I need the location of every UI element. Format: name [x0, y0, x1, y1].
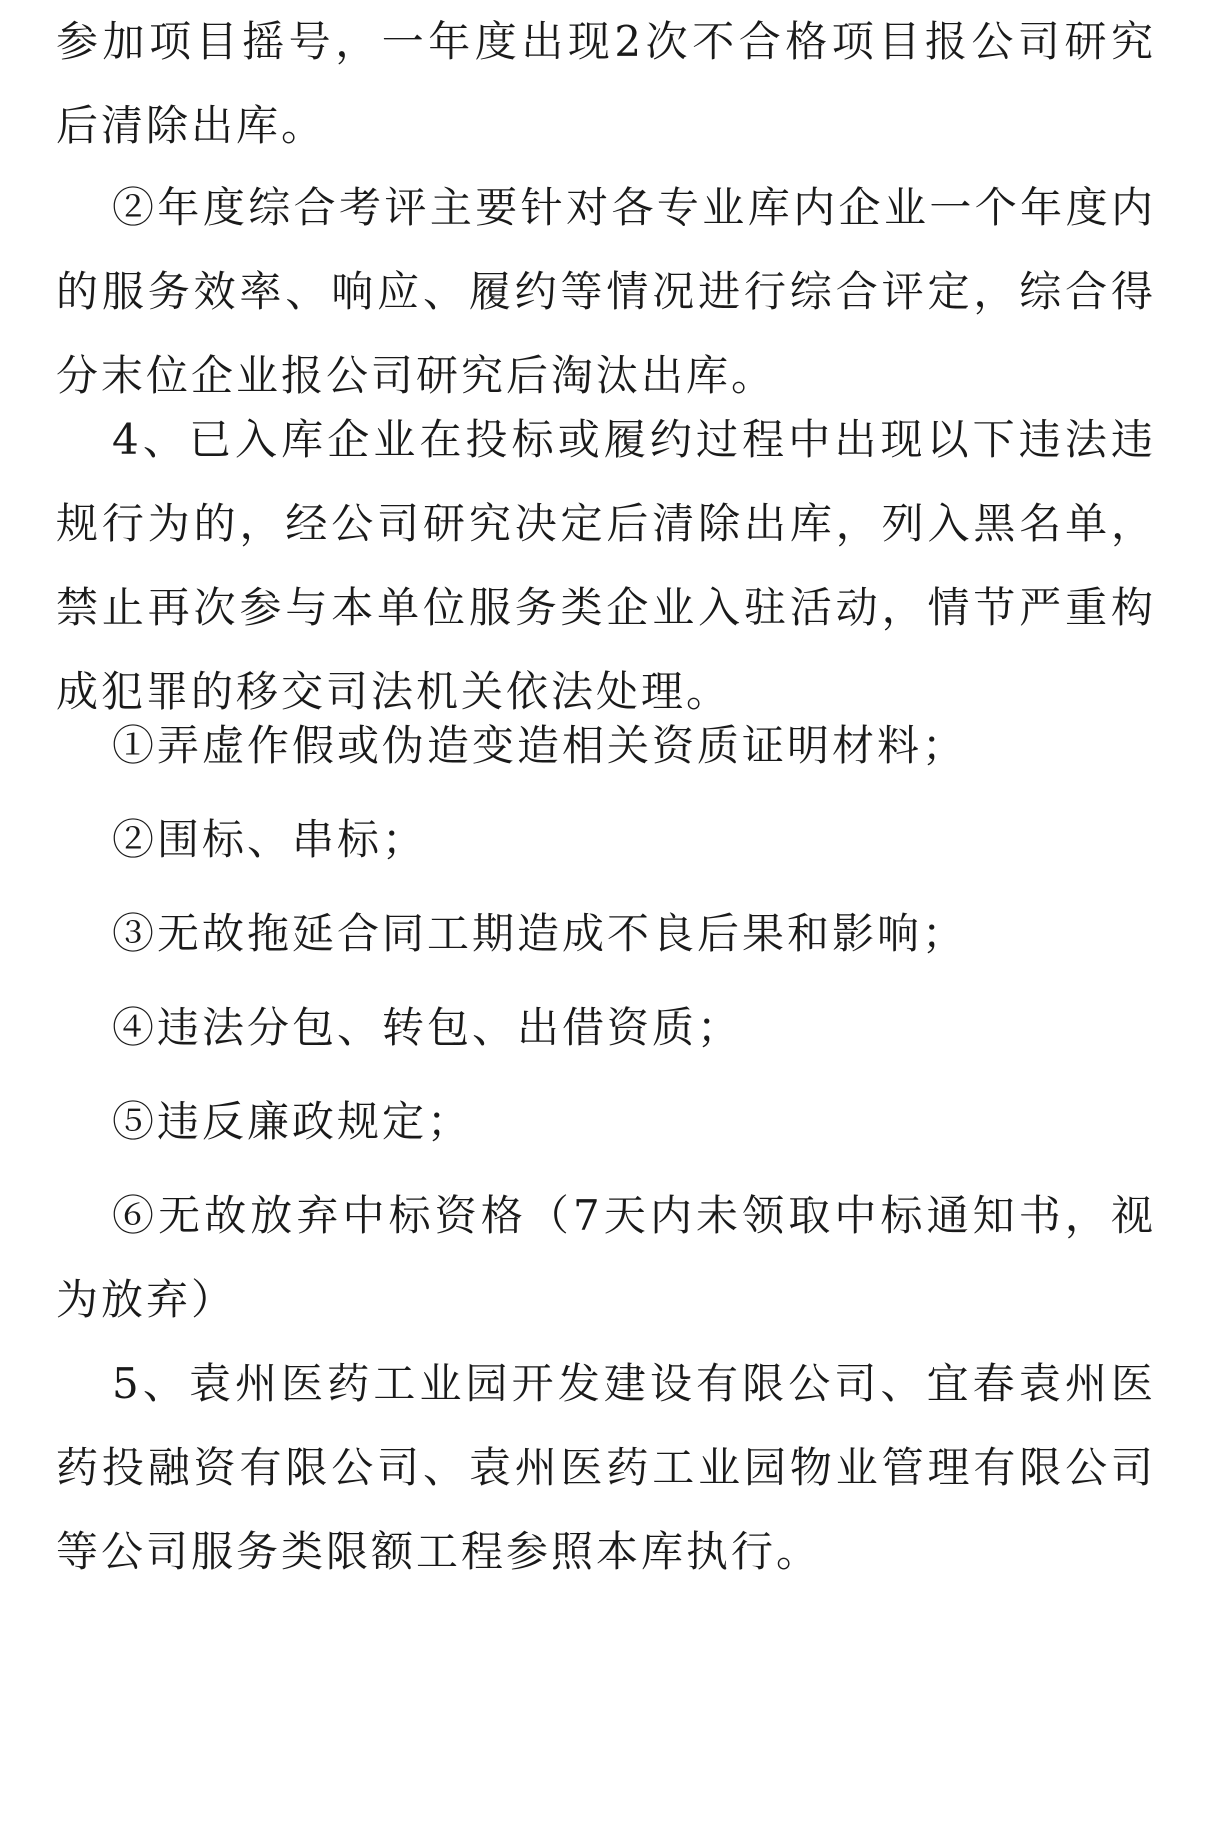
paragraph-item-5: 5、袁州医药工业园开发建设有限公司、宜春袁州医药投融资有限公司、袁州医药工业园物业管理有限公司等公司服务类限额工程参照本库执行。 — [56, 1359, 1156, 1576]
list-item-6: ⑥无故放弃中标资格（7天内未领取中标通知书，视为放弃） — [56, 1191, 1156, 1324]
list-item-1: ①弄虚作假或伪造变造相关资质证明材料； — [112, 721, 968, 770]
paragraph-item-4: 4、已入库企业在投标或履约过程中出现以下违法违规行为的，经公司研究决定后清除出库，列入黑名单，禁止再次参与本单位服务类企业入驻活动，情节严重构成犯罪的移交司法机关依法处理。 — [56, 415, 1156, 716]
list-item-2: ②围标、串标； — [112, 815, 428, 864]
paragraph-annual-evaluation: ②年度综合考评主要针对各专业库内企业一个年度内的服务效率、响应、履约等情况进行综合评定，综合得分末位企业报公司研究后淘汰出库。 — [56, 183, 1156, 400]
list-item-3: ③无故拖延合同工期造成不良后果和影响； — [112, 909, 968, 958]
list-item-4: ④违法分包、转包、出借资质； — [112, 1003, 743, 1052]
paragraph-continuation: 参加项目摇号，一年度出现2次不合格项目报公司研究后清除出库。 — [56, 17, 1156, 150]
list-item-5: ⑤违反廉政规定； — [112, 1097, 473, 1146]
